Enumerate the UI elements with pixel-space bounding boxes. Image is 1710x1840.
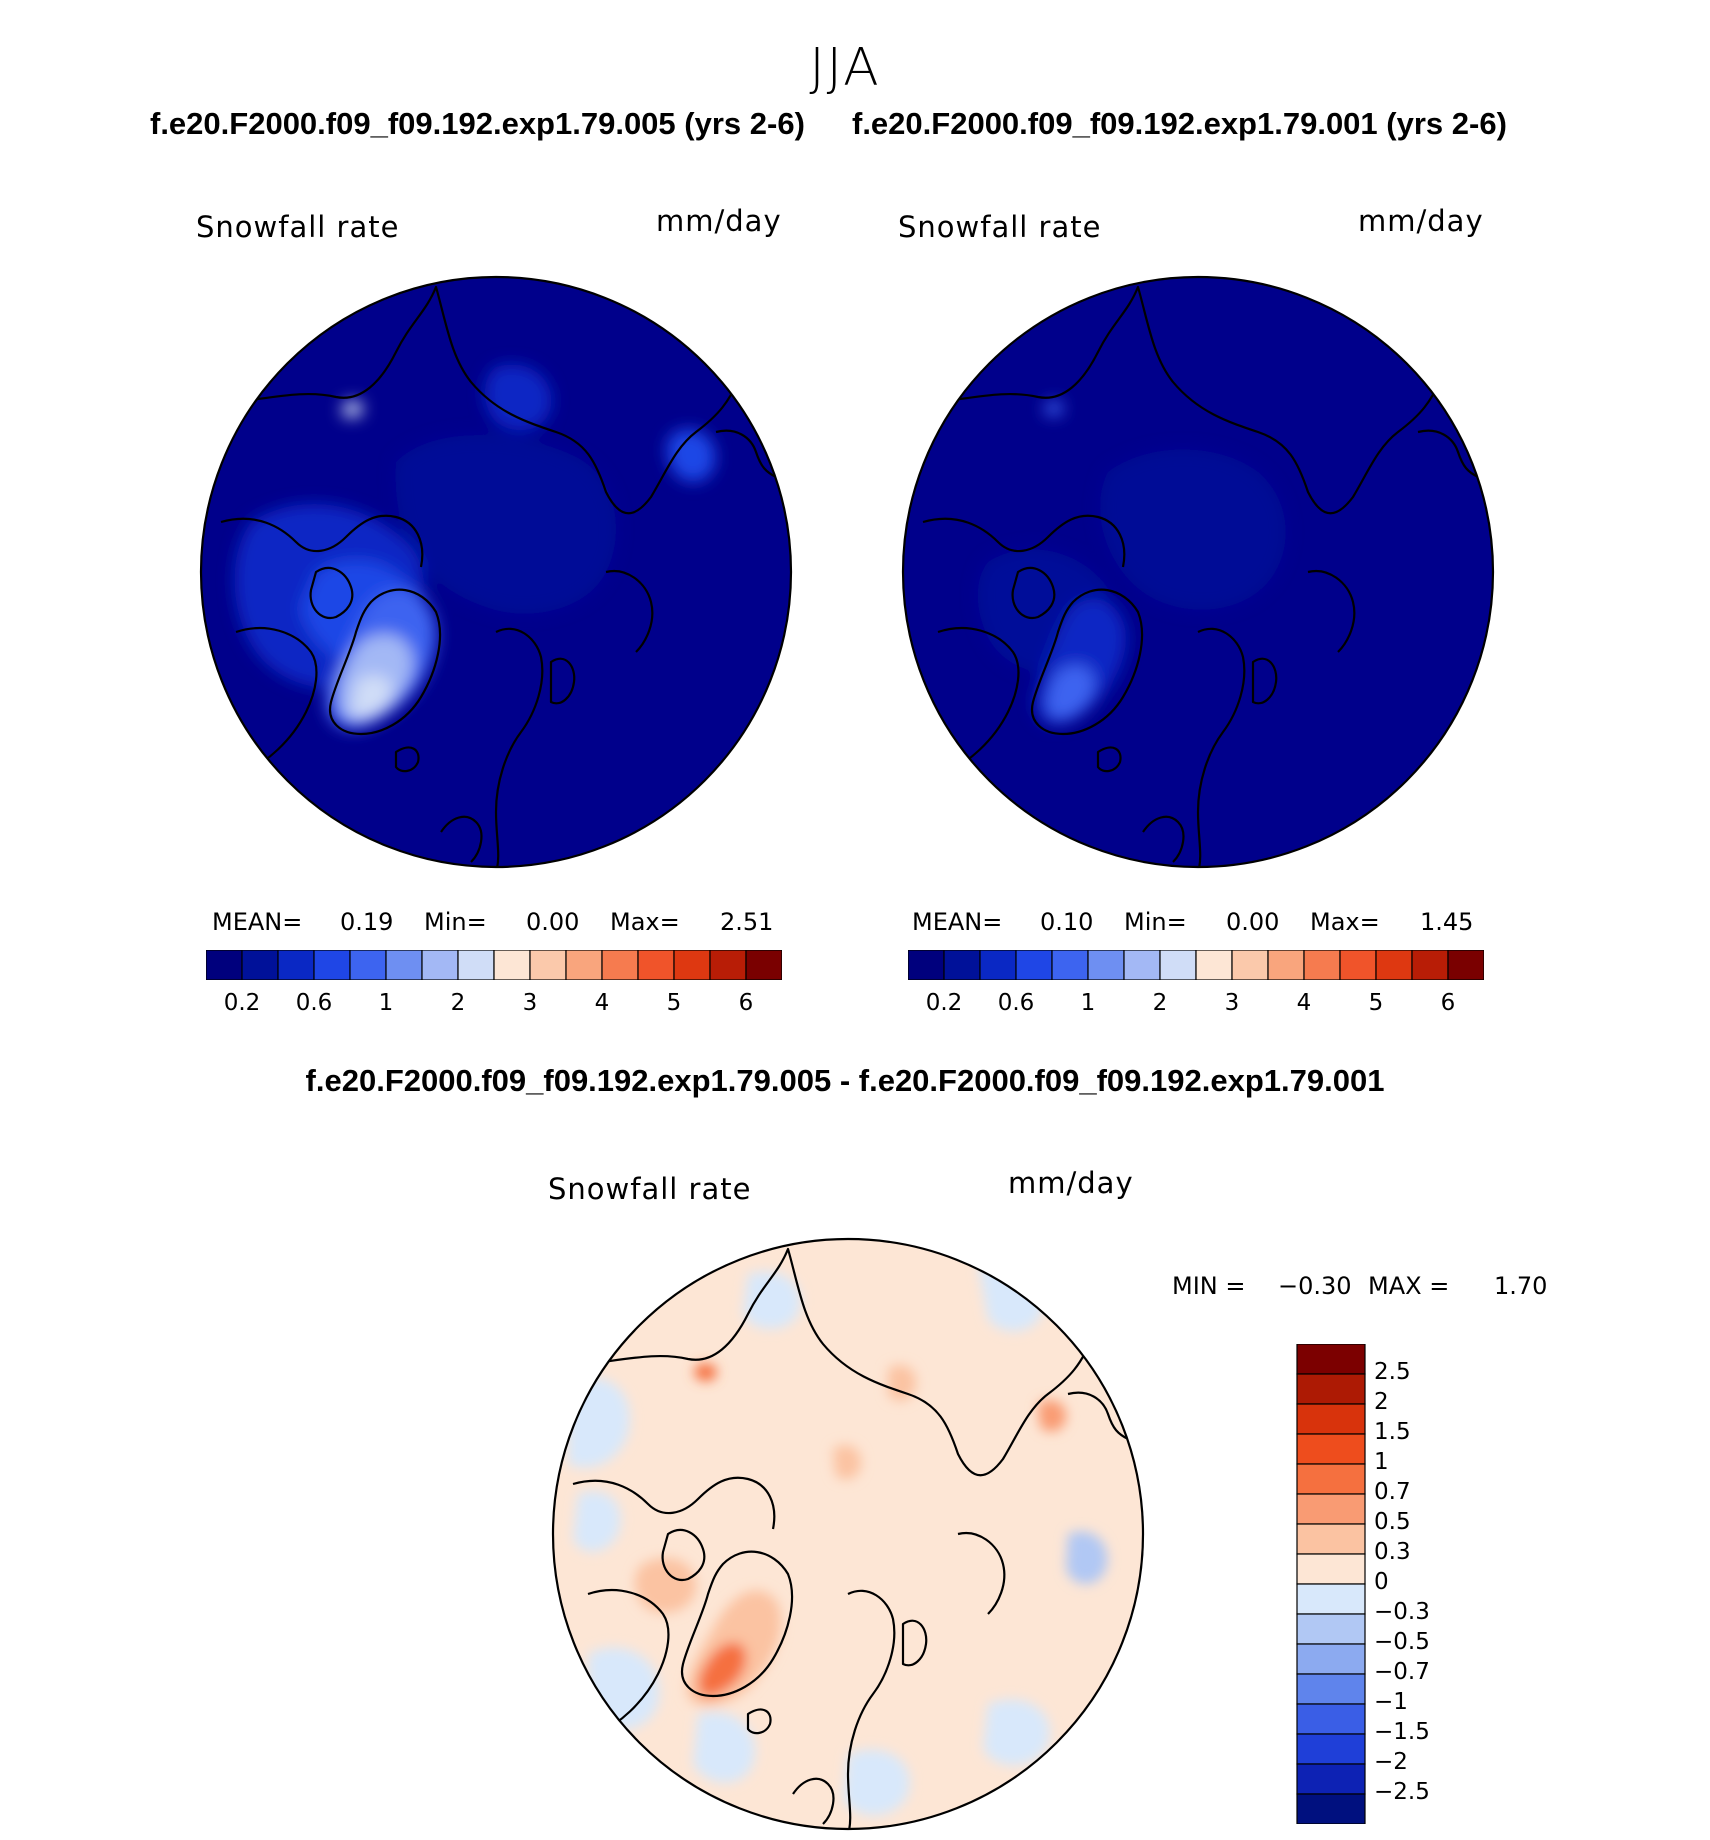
difference-title: f.e20.F2000.f09_f09.192.exp1.79.005 - f.e20.F2000.f09_f09.192.exp1.79.001 xyxy=(305,1063,1385,1098)
colorbar-box xyxy=(1297,1644,1365,1674)
colorbar-tick-label: −2.5 xyxy=(1374,1779,1430,1805)
panel2-min-value: 0.00 xyxy=(1226,908,1280,936)
colorbar-box xyxy=(458,950,494,980)
panel3-min-label: MIN = xyxy=(1172,1272,1246,1300)
panel1-polar-map xyxy=(196,272,796,872)
colorbar-box xyxy=(746,950,782,980)
colorbar-tick-label: 0.7 xyxy=(1374,1479,1411,1505)
colorbar-box xyxy=(1297,1554,1365,1584)
panel1-min-value: 0.00 xyxy=(526,908,580,936)
colorbar-box xyxy=(1088,950,1124,980)
colorbar-box xyxy=(1297,1434,1365,1464)
panel3-background xyxy=(548,1234,1148,1834)
colorbar-box xyxy=(1304,950,1340,980)
panel3-max-value: 1.70 xyxy=(1494,1272,1548,1300)
colorbar-box xyxy=(1448,950,1484,980)
panel1-variable-label: Snowfall rate xyxy=(196,210,400,244)
colorbar-tick-label: 2.5 xyxy=(1374,1359,1411,1385)
panel2-min-label: Min= xyxy=(1124,908,1187,936)
colorbar-tick-label: 4 xyxy=(594,990,610,1016)
colorbar-tick-label: 1 xyxy=(1374,1449,1389,1475)
colorbar-box xyxy=(944,950,980,980)
colorbar-tick-label: 1 xyxy=(1080,990,1096,1016)
colorbar-tick-label: 5 xyxy=(1368,990,1384,1016)
right-case-title: f.e20.F2000.f09_f09.192.exp1.79.001 (yrs 2-6) xyxy=(852,106,1507,141)
panel1-colorbar-ticks xyxy=(206,990,782,1020)
panel3-max-label: MAX = xyxy=(1368,1272,1450,1300)
colorbar-tick-label: 2 xyxy=(450,990,466,1016)
colorbar-box xyxy=(278,950,314,980)
panel3-min-value: −0.30 xyxy=(1278,1272,1352,1300)
panel2-mean-value: 0.10 xyxy=(1040,908,1094,936)
colorbar-box xyxy=(1297,1614,1365,1644)
colorbar-tick-label: 1.5 xyxy=(1374,1419,1411,1445)
colorbar-tick-label: −2 xyxy=(1374,1749,1408,1775)
colorbar-box xyxy=(1297,1374,1365,1404)
colorbar-box xyxy=(1297,1794,1365,1824)
colorbar-box xyxy=(566,950,602,980)
colorbar-box xyxy=(1297,1494,1365,1524)
colorbar-box xyxy=(422,950,458,980)
colorbar-box xyxy=(1160,950,1196,980)
panel2-max-label: Max= xyxy=(1310,908,1380,936)
colorbar-box xyxy=(1297,1764,1365,1794)
colorbar-box xyxy=(674,950,710,980)
panel1-mean-label: MEAN= xyxy=(212,908,303,936)
panel1-mean-value: 0.19 xyxy=(340,908,394,936)
panel1-max-value: 2.51 xyxy=(720,908,774,936)
colorbar-tick-label: 0.5 xyxy=(1374,1509,1411,1535)
colorbar-tick-label: −1 xyxy=(1374,1689,1408,1715)
panel2-colorbar xyxy=(908,950,1484,980)
panel2-polar-map xyxy=(898,272,1498,872)
panel3-colorbar xyxy=(1296,1344,1366,1824)
colorbar-box xyxy=(530,950,566,980)
colorbar-box xyxy=(1297,1674,1365,1704)
colorbar-tick-label: 5 xyxy=(666,990,682,1016)
colorbar-tick-label: −0.3 xyxy=(1374,1599,1430,1625)
panel1-units-label: mm/day xyxy=(656,204,782,238)
colorbar-tick-label: 6 xyxy=(1440,990,1456,1016)
colorbar-tick-label: 0 xyxy=(1374,1569,1389,1595)
season-title: JJA xyxy=(809,38,881,98)
colorbar-box xyxy=(710,950,746,980)
colorbar-box xyxy=(242,950,278,980)
colorbar-tick-label: 1 xyxy=(378,990,394,1016)
panel1-max-label: Max= xyxy=(610,908,680,936)
colorbar-box xyxy=(1297,1584,1365,1614)
colorbar-tick-label: 2 xyxy=(1152,990,1168,1016)
panel2-colorbar-ticks xyxy=(908,990,1484,1020)
colorbar-tick-label: 0.2 xyxy=(223,990,261,1016)
colorbar-tick-label: 0.2 xyxy=(925,990,963,1016)
colorbar-box xyxy=(350,950,386,980)
colorbar-box xyxy=(1297,1344,1365,1374)
colorbar-box xyxy=(314,950,350,980)
colorbar-box xyxy=(1340,950,1376,980)
panel2-units-label: mm/day xyxy=(1358,204,1484,238)
colorbar-box xyxy=(1297,1734,1365,1764)
colorbar-box xyxy=(1297,1524,1365,1554)
panel3-positive-anomaly-canada xyxy=(635,1558,696,1613)
colorbar-box xyxy=(602,950,638,980)
colorbar-tick-label: 4 xyxy=(1296,990,1312,1016)
panel3-colorbar-ticks xyxy=(1368,1344,1478,1824)
colorbar-box xyxy=(1268,950,1304,980)
colorbar-box xyxy=(1376,950,1412,980)
colorbar-box xyxy=(638,950,674,980)
panel3-difference-map xyxy=(548,1234,1148,1834)
colorbar-box xyxy=(386,950,422,980)
colorbar-box xyxy=(1124,950,1160,980)
panel1-min-label: Min= xyxy=(424,908,487,936)
colorbar-box xyxy=(1232,950,1268,980)
colorbar-box xyxy=(908,950,944,980)
panel3-variable-label: Snowfall rate xyxy=(548,1172,752,1206)
colorbar-tick-label: 0.3 xyxy=(1374,1539,1411,1565)
panel2-mean-label: MEAN= xyxy=(912,908,1003,936)
panel2-variable-label: Snowfall rate xyxy=(898,210,1102,244)
colorbar-tick-label: 3 xyxy=(1224,990,1240,1016)
panel2-max-value: 1.45 xyxy=(1420,908,1474,936)
panel3-units-label: mm/day xyxy=(1008,1166,1134,1200)
colorbar-tick-label: −0.7 xyxy=(1374,1659,1430,1685)
colorbar-tick-label: 2 xyxy=(1374,1389,1389,1415)
colorbar-tick-label: −1.5 xyxy=(1374,1719,1430,1745)
colorbar-box xyxy=(1297,1404,1365,1434)
colorbar-box xyxy=(980,950,1016,980)
colorbar-box xyxy=(494,950,530,980)
colorbar-box xyxy=(1297,1704,1365,1734)
colorbar-box xyxy=(1016,950,1052,980)
colorbar-box xyxy=(206,950,242,980)
colorbar-tick-label: 0.6 xyxy=(295,990,333,1016)
colorbar-box xyxy=(1196,950,1232,980)
colorbar-box xyxy=(1052,950,1088,980)
left-case-title: f.e20.F2000.f09_f09.192.exp1.79.005 (yrs 2-6) xyxy=(150,106,805,141)
colorbar-tick-label: −0.5 xyxy=(1374,1629,1430,1655)
colorbar-tick-label: 6 xyxy=(738,990,754,1016)
panel1-colorbar xyxy=(206,950,782,980)
colorbar-box xyxy=(1297,1464,1365,1494)
colorbar-tick-label: 0.6 xyxy=(997,990,1035,1016)
colorbar-tick-label: 3 xyxy=(522,990,538,1016)
colorbar-box xyxy=(1412,950,1448,980)
